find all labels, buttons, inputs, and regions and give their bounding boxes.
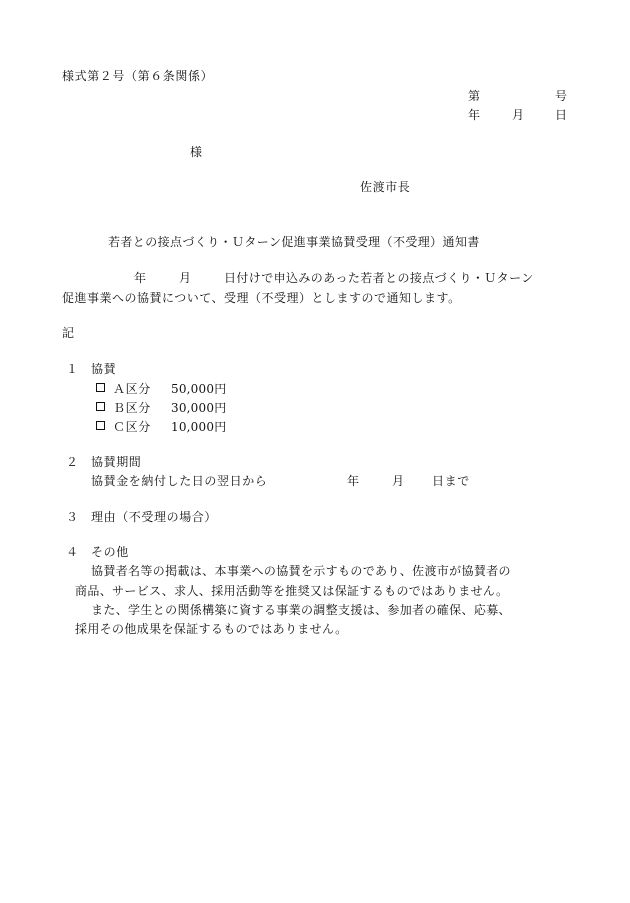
sponsorship-period-until-label: 日まで [432, 474, 470, 488]
section-number-2: ２ [66, 455, 79, 469]
option-b-amount: 30,000円 [171, 401, 227, 415]
other-paragraph-2-line-1: また、学生との関係構築に資する事業の調整支援は、参加者の確保、応募、 [91, 603, 511, 617]
section-heading-sponsorship-period: 協賛期間 [91, 455, 142, 469]
section-number-4: ４ [66, 545, 79, 559]
option-c-amount: 10,000円 [171, 420, 227, 434]
section-heading-reason: 理由（不受理の場合） [91, 510, 218, 524]
other-paragraph-1-line-1: 協賛者名等の掲載は、本事業への協賛を示すものであり、佐渡市が協賛者の [91, 564, 511, 578]
sender-title: 佐渡市長 [360, 180, 411, 194]
sponsorship-period-start-text: 協賛金を納付した日の翌日から [91, 474, 268, 488]
option-a-amount: 50,000円 [171, 382, 227, 396]
checkbox-option-c[interactable] [96, 421, 105, 430]
document-title: 若者との接点づくり・Ｕターン促進事業協賛受理（不受理）通知書 [108, 235, 480, 249]
other-paragraph-2-line-2: 採用その他成果を保証するものではありません。 [75, 622, 348, 636]
section-number-1: １ [66, 362, 79, 376]
section-number-3: ３ [66, 510, 79, 524]
recipient-suffix: 様 [190, 145, 203, 159]
date-year-label: 年 [468, 108, 481, 122]
section-heading-other: その他 [91, 545, 129, 559]
form-number: 様式第２号（第６条関係） [62, 69, 214, 83]
document-number-suffix: 号 [555, 89, 568, 103]
checkbox-option-b[interactable] [96, 402, 105, 411]
date-day-label: 日 [555, 108, 568, 122]
option-b-label: Ｂ区分 [113, 401, 151, 415]
option-a-label: Ａ区分 [113, 382, 151, 396]
date-month-label: 月 [512, 108, 525, 122]
body-year-label: 年 [134, 271, 147, 285]
other-paragraph-1-line-2: 商品、サービス、求人、採用活動等を推奨又は保証するものではありません。 [75, 584, 509, 598]
option-c-label: Ｃ区分 [113, 420, 151, 434]
body-month-label: 月 [179, 271, 192, 285]
document-number-prefix: 第 [468, 89, 481, 103]
sponsorship-period-year-label: 年 [347, 474, 360, 488]
body-intro-line-2: 促進事業への協賛について、受理（不受理）としますので通知します。 [62, 291, 461, 305]
sponsorship-period-month-label: 月 [392, 474, 405, 488]
section-heading-sponsorship: 協賛 [91, 362, 117, 376]
record-label: 記 [62, 326, 75, 340]
body-intro-line-1: 日付けで申込みのあった若者との接点づくり・Ｕターン [224, 271, 534, 285]
checkbox-option-a[interactable] [96, 383, 105, 392]
